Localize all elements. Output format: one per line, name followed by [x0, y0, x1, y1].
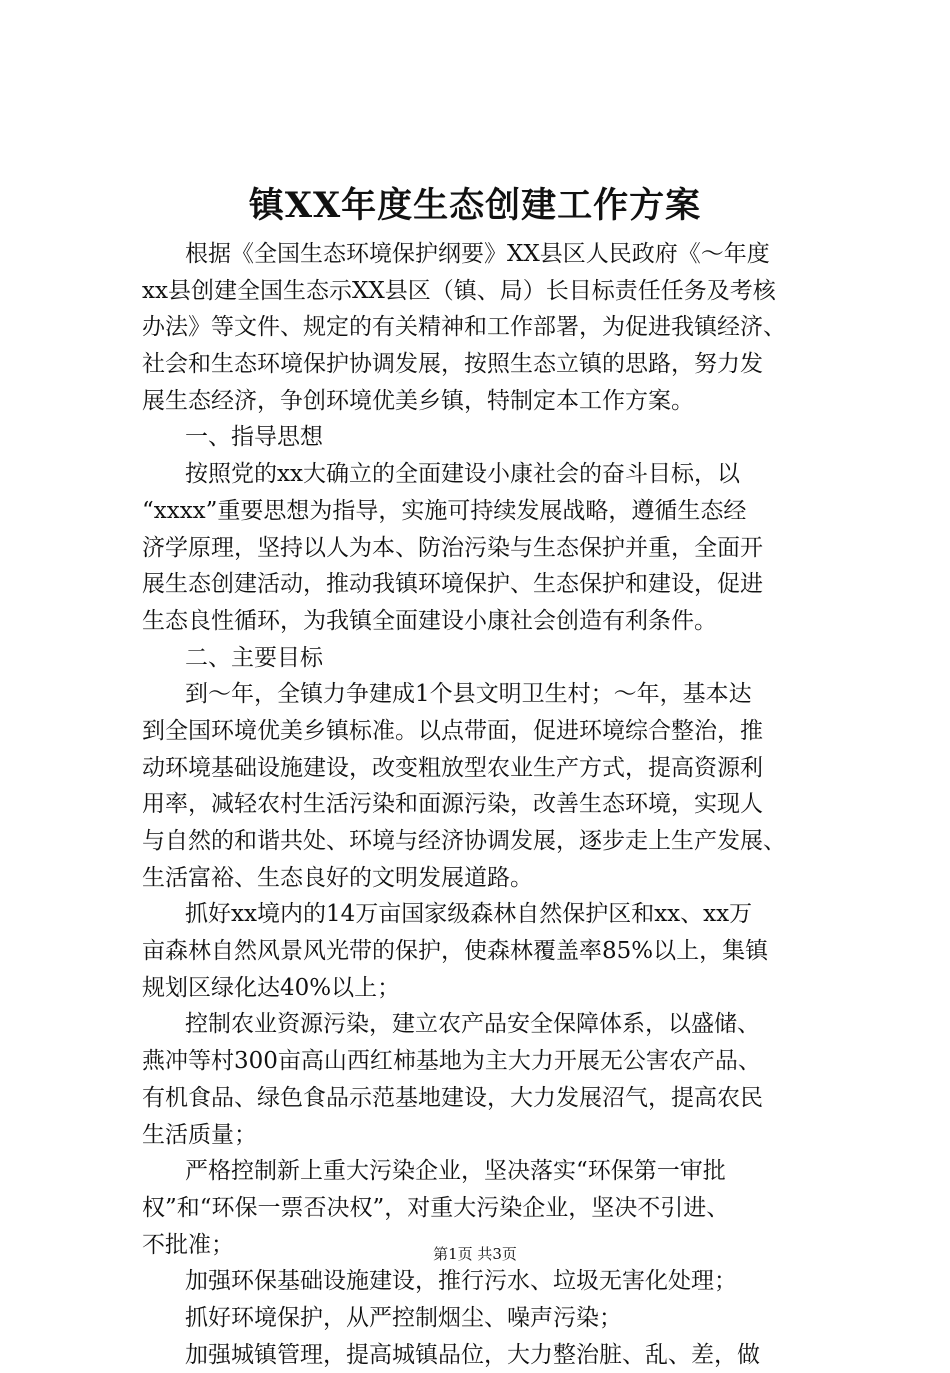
- text-line: 严格控制新上重大污染企业，坚决落实“环保第一审批: [185, 1158, 726, 1185]
- text-line: xx县创建全国生态示XX县区（镇、局）长目标责任任务及考核: [142, 277, 776, 304]
- text-line: 生态良性循环，为我镇全面建设小康社会创造有利条件。: [142, 607, 717, 634]
- text-line: 有机食品、绿色食品示范基地建设，大力发展沼气，提高农民: [142, 1084, 763, 1111]
- text-line: 加强环保基础设施建设，推行污水、垃圾无害化处理；: [185, 1268, 737, 1295]
- text-line: 按照党的xx大确立的全面建设小康社会的奋斗目标，以: [185, 461, 740, 488]
- text-line: 生活质量；: [142, 1121, 257, 1148]
- page-footer: 第1页 共3页: [433, 1245, 517, 1263]
- text-line: 到～年，全镇力争建成1个县文明卫生村；～年，基本达: [185, 681, 752, 708]
- text-line: 与自然的和谐共处、环境与经济协调发展，逐步走上生产发展、: [142, 828, 786, 854]
- text-line: 展生态创建活动，推动我镇环境保护、生态保护和建设，促进: [142, 571, 763, 598]
- text-line: 不批准；: [142, 1231, 234, 1258]
- text-line: 亩森林自然风景风光带的保护，使森林覆盖率85%以上，集镇: [142, 938, 769, 965]
- text-line: 办法》等文件、规定的有关精神和工作部署，为促进我镇经济、: [142, 314, 786, 341]
- text-line: 权”和“环保一票否决权”，对重大污染企业，坚决不引进、: [142, 1194, 730, 1221]
- text-line: 动环境基础设施建设，改变粗放型农业生产方式，提高资源利: [142, 754, 763, 781]
- text-line: “xxxx”重要思想为指导，实施可持续发展战略，遵循生态经: [142, 497, 747, 524]
- document-title: 镇XX年度生态创建工作方案: [248, 185, 702, 226]
- text-line: 抓好环境保护，从严控制烟尘、噪声污染；: [185, 1304, 622, 1331]
- text-line: 社会和生态环境保护协调发展，按照生态立镇的思路，努力发: [142, 351, 763, 378]
- text-line: 控制农业资源污染，建立农产品安全保障体系，以盛储、: [185, 1011, 760, 1038]
- text-line: 到全国环境优美乡镇标准。以点带面，促进环境综合整治，推: [142, 717, 763, 744]
- text-line: 生活富裕、生态良好的文明发展道路。: [142, 864, 533, 891]
- section-heading: 一、指导思想: [185, 424, 323, 451]
- section-heading: 二、主要目标: [185, 644, 323, 671]
- text-line: 抓好xx境内的14万亩国家级森林自然保护区和xx、xx万: [185, 901, 753, 928]
- text-line: 根据《全国生态环境保护纲要》XX县区人民政府《～年度: [185, 241, 770, 267]
- text-line: 用率，减轻农村生活污染和面源污染，改善生态环境，实现人: [142, 791, 763, 818]
- document-body: [142, 236, 826, 1373]
- text-line: 规划区绿化达40%以上；: [142, 974, 401, 1001]
- text-line: 展生态经济，争创环境优美乡镇，特制定本工作方案。: [142, 387, 694, 414]
- text-line: 加强城镇管理，提高城镇品位，大力整治脏、乱、差，做: [185, 1341, 760, 1368]
- text-line: 燕冲等村300亩高山西红柿基地为主大力开展无公害农产品、: [142, 1048, 761, 1075]
- text-line: 济学原理，坚持以人为本、防治污染与生态保护并重，全面开: [142, 534, 763, 561]
